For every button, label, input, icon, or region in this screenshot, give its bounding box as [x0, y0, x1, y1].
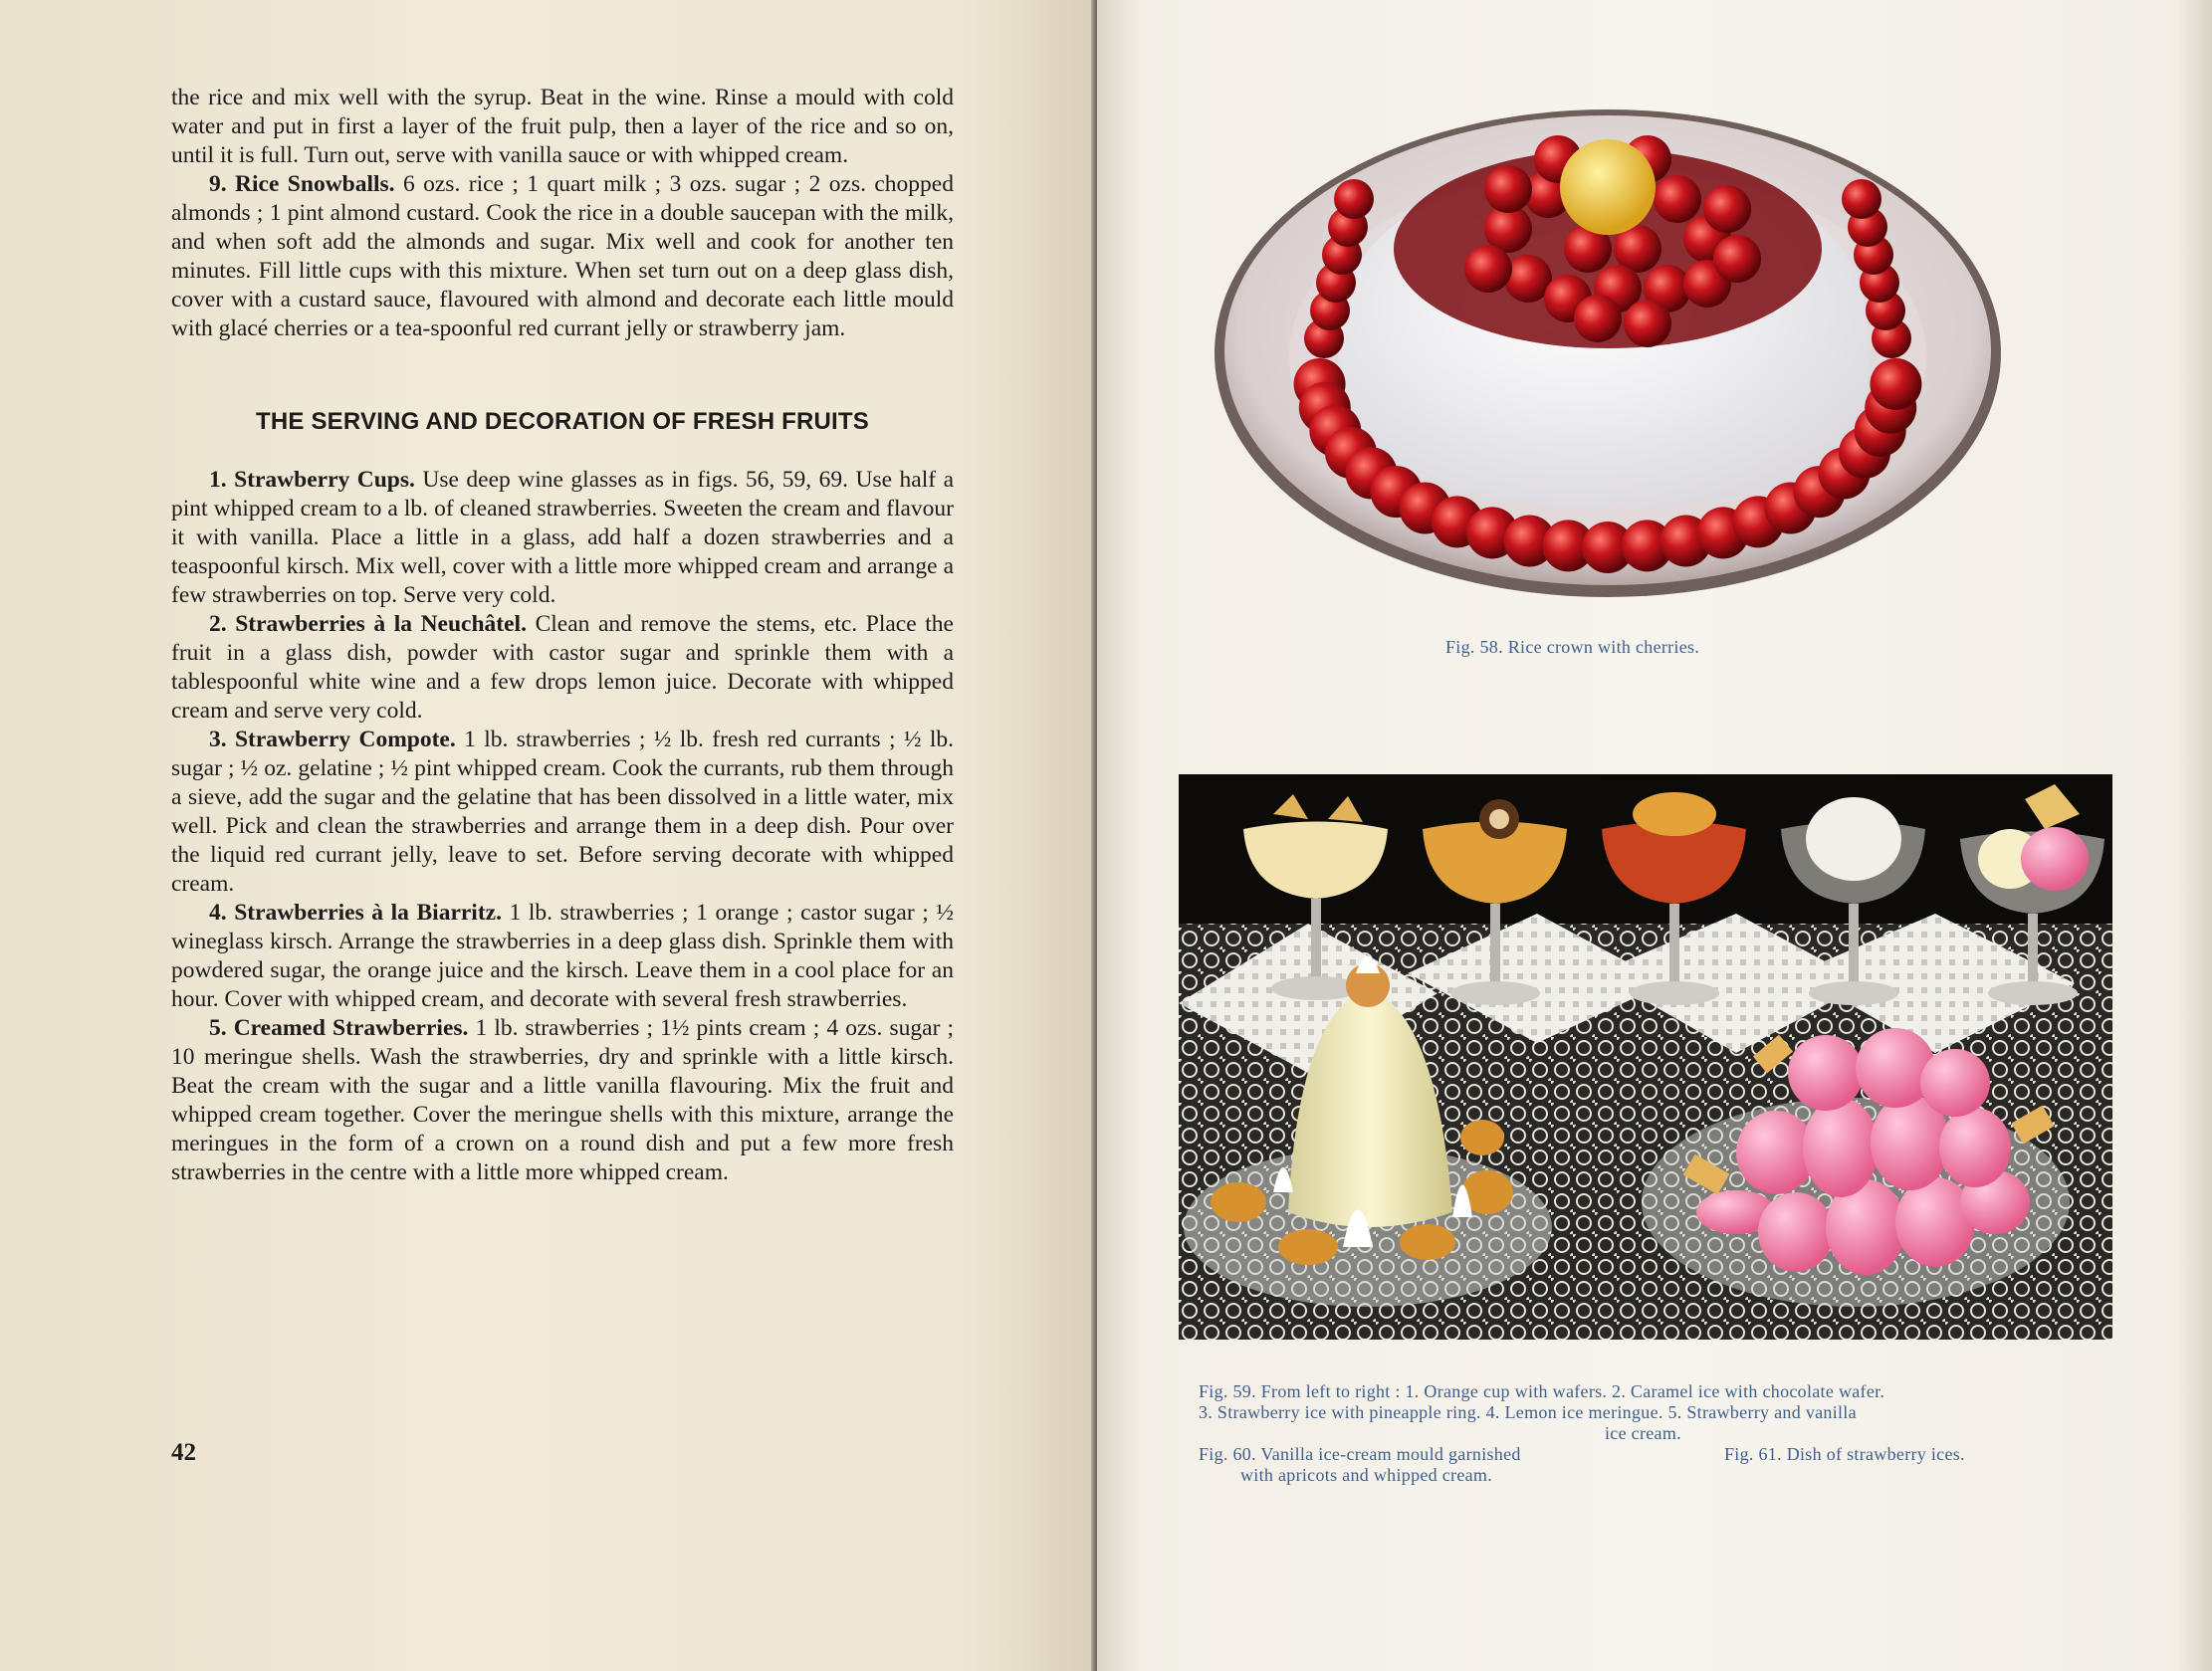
- left-page: [0, 0, 1095, 1671]
- recipe-body: Use deep wine glasses as in figs. 56, 59, 69. Use half a pint whipped cream to a lb. of cleaned strawberries. Sweeten the cream and flavour it with vanilla. Place a little in a glass, add half a dozen strawberries and a teaspoonful kirsch. Mix well, cover with a little more whipped cream and arrange a few strawberries on top. Serve very cold.: [171, 467, 954, 608]
- recipe-body: 1 lb. strawberries ; 1 orange ; castor sugar ; ½ wineglass kirsch. Arrange the strawberries in a deep glass dish. Sprinkle them with powdered sugar, the orange juice and the kirsch. Leave them in a cool place for an hour. Cover with whipped cream, and decorate with several fresh strawberries.: [171, 900, 955, 1012]
- cherry: [1334, 179, 1374, 219]
- page-number: 42: [171, 1439, 196, 1466]
- recipe-text-column: [171, 84, 954, 1187]
- recipe-strawberry-cups: [171, 466, 954, 610]
- recipe-body: Clean and remove the stems, etc. Place the fruit in a glass dish, powder with castor sugar and sprinkle them with a tablespoonful white wine and a few drops lemon juice. Decorate with whipped cream and serve very cold.: [171, 611, 954, 724]
- fig59-caption-line3: ice cream.: [1605, 1423, 1681, 1443]
- fig59-caption-line1: Fig. 59. From left to right : 1. Orange cup with wafers. 2. Caramel ice with chocolate wafer.: [1199, 1381, 1885, 1401]
- recipe-body: 1 lb. strawberries ; 1½ pints cream ; 4 ozs. sugar ; 10 meringue shells. Wash the strawberries, dry and sprinkle with a little kirsch. Beat the cream with the sugar and a little vanilla flavouring. Mix the fruit and whipped cream together. Cover the meringue shells with this mixture, arrange the meringues in the form of a crown on a round dish and put a few more fresh strawberries in the centre with a little more whipped cream.: [171, 1015, 954, 1185]
- cherry: [1703, 185, 1751, 233]
- recipe-title: 9. Rice Snowballs.: [209, 171, 395, 197]
- ice-cream-illustration: [1179, 774, 2112, 1340]
- recipe-body: 1 lb. strawberries ; ½ lb. fresh red currants ; ½ lb. sugar ; ½ oz. gelatine ; ½ pint whipped cream. Cook the currants, rub them through a sieve, add the sugar and the gelatine that has been dissolved in a little water, mix well. Pick and clean the strawberries and arrange them in a deep dish. Pour over the liquid red currant jelly, leave to set. Before serving decorate with whipped cream.: [171, 727, 955, 897]
- orange-ball: [1560, 139, 1656, 235]
- cherry: [1654, 175, 1701, 223]
- cherry: [1842, 179, 1881, 219]
- recipe-title: 4. Strawberries à la Biarritz.: [209, 900, 502, 926]
- section-heading: THE SERVING AND DECORATION OF FRESH FRUITS: [256, 408, 869, 435]
- fig60-caption-line2: with apricots and whipped cream.: [1240, 1465, 1493, 1485]
- fig60-caption-line1: Fig. 60. Vanilla ice-cream mould garnished: [1199, 1444, 1521, 1464]
- cherry: [1574, 295, 1622, 342]
- recipe-title: 2. Strawberries à la Neuchâtel.: [209, 611, 527, 637]
- cherry: [1464, 245, 1512, 293]
- recipe-title: 5. Creamed Strawberries.: [209, 1015, 469, 1041]
- recipe-neuchatel: [171, 610, 954, 726]
- fig58-caption: Fig. 58. Rice crown with cherries.: [1445, 637, 1700, 657]
- recipe-rice-snowballs: [171, 170, 954, 343]
- recipe-title: 3. Strawberry Compote.: [209, 727, 456, 752]
- continued-paragraph: the rice and mix well with the syrup. Beat in the wine. Rinse a mould with cold water and put in first a layer of the fruit pulp, then a layer of the rice and so on, until it is full. Turn out, serve with vanilla sauce or with whipped cream.: [171, 85, 954, 168]
- fig59-caption-line2: 3. Strawberry ice with pineapple ring. 4. Lemon ice meringue. 5. Strawberry and vanilla: [1199, 1402, 1857, 1422]
- fig61-caption: Fig. 61. Dish of strawberry ices.: [1724, 1444, 1965, 1464]
- recipe-biarritz: [171, 899, 954, 1014]
- cherry: [1870, 358, 1921, 410]
- rice-crown-illustration: [1210, 100, 2006, 617]
- ice-cream-photo: [1179, 774, 2112, 1340]
- recipe-title: 1. Strawberry Cups.: [209, 467, 415, 493]
- recipe-compote: [171, 726, 954, 899]
- cherry: [1713, 235, 1761, 283]
- cherry: [1624, 300, 1671, 347]
- recipe-creamed-strawberries: [171, 1014, 954, 1187]
- recipe-body: 6 ozs. rice ; 1 quart milk ; 3 ozs. sugar ; 2 ozs. chopped almonds ; 1 pint almond custard. Cook the rice in a double saucepan with the milk, and when soft add the almonds and sugar. Mix well and cook for another ten minutes. Fill little cups with this mixture. When set turn out on a deep glass dish, cover with a custard sauce, flavoured with almond and decorate each little mould with glacé cherries or a tea-spoonful red currant jelly or strawberry jam.: [171, 171, 954, 341]
- cherry: [1484, 165, 1532, 213]
